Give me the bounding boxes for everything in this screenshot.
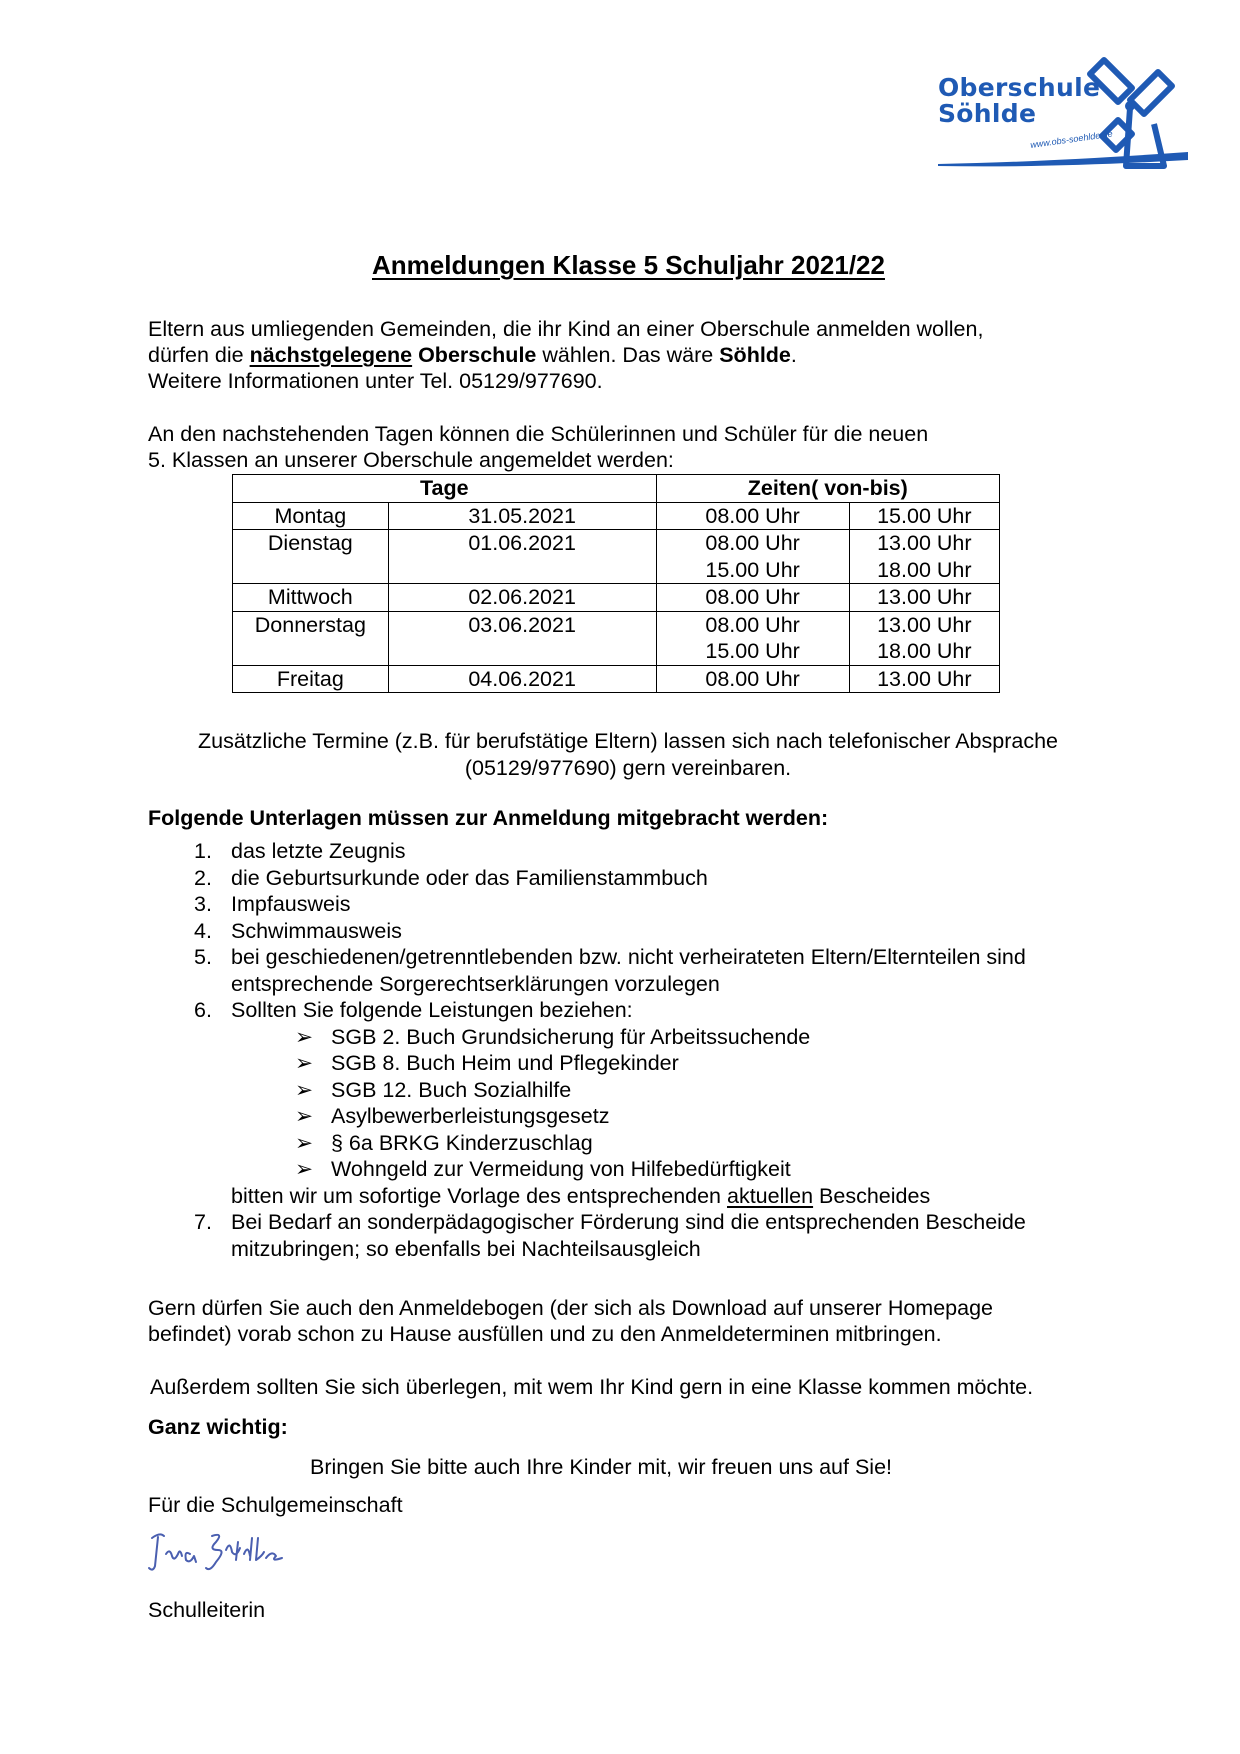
windmill-icon xyxy=(938,36,1218,171)
time-from: 08.00 Uhr xyxy=(705,503,800,528)
time-from: 15.00 Uhr xyxy=(705,557,800,582)
list-text: mitzubringen; so ebenfalls bei Nachteilsausgleich xyxy=(231,1236,701,1261)
arrow-bullet-icon: ➢ xyxy=(295,1104,314,1128)
time-from: 08.00 Uhr xyxy=(705,531,800,555)
benefit-item xyxy=(295,1130,1026,1157)
cell-to xyxy=(849,665,999,693)
cell-date: 04.06.2021 xyxy=(388,665,656,693)
cell-to xyxy=(849,530,999,584)
list-text: Sollten Sie folgende Leistungen beziehen: xyxy=(231,998,633,1022)
arrow-bullet-icon: ➢ xyxy=(295,1077,314,1102)
time-to: 13.00 Uhr xyxy=(877,585,972,609)
cell-from xyxy=(656,502,849,530)
benefit-text: SGB 2. Buch Grundsicherung für Arbeitssuchende xyxy=(331,1024,811,1049)
arrow-bullet-icon: ➢ xyxy=(295,1157,314,1181)
cell-date: 03.06.2021 xyxy=(388,611,656,665)
emphasis-current: aktuellen xyxy=(727,1183,814,1208)
list-number: 1. xyxy=(194,839,212,863)
emphasis-school: Oberschule xyxy=(412,343,537,367)
table-row xyxy=(233,502,1000,530)
intro-text: dürfen die xyxy=(148,343,250,367)
list-number: 7. xyxy=(194,1210,212,1234)
list-text: das letzte Zeugnis xyxy=(231,839,406,863)
arrow-bullet-icon: ➢ xyxy=(295,1051,314,1075)
intro-text: wählen. Das wäre xyxy=(536,343,720,367)
table-row xyxy=(233,530,1000,584)
important-text: Bringen Sie bitte auch Ihre Kinder mit, wir freuen uns auf Sie! xyxy=(310,1455,893,1479)
emphasis-nearest: nächstgelegene xyxy=(249,343,413,367)
cell-day: Donnerstag xyxy=(233,611,389,665)
emphasis-soehlde: Söhlde xyxy=(719,343,791,367)
time-from: 08.00 Uhr xyxy=(705,585,800,609)
list-text: Schwimmausweis xyxy=(231,918,402,943)
table-row xyxy=(233,665,1000,693)
signature xyxy=(146,1528,296,1578)
cell-date: 02.06.2021 xyxy=(388,584,656,612)
form-note-line-1: Gern dürfen Sie auch den Anmeldebogen (der sich als Download auf unserer Homepage xyxy=(148,1296,993,1320)
list-text: entsprechende Sorgerechtserklärungen vorzulegen xyxy=(231,971,720,996)
table-row xyxy=(233,611,1000,665)
logo-url: www.obs-soehlde.de xyxy=(1029,128,1114,150)
benefit-text: Wohngeld zur Vermeidung von Hilfebedürftigkeit xyxy=(331,1157,791,1181)
cell-to xyxy=(849,502,999,530)
cell-to xyxy=(849,611,999,665)
benefit-item xyxy=(295,1050,1026,1077)
intro-line-3: Weitere Informationen unter Tel. 05129/977690. xyxy=(148,369,603,393)
benefit-text: § 6a BRKG Kinderzuschlag xyxy=(331,1130,593,1155)
list-number: 2. xyxy=(194,865,212,890)
form-note-line-2: befindet) vorab schon zu Hause ausfüllen und zu den Anmeldeterminen mitbringen. xyxy=(148,1322,942,1346)
list-item xyxy=(186,1209,1026,1262)
list-text xyxy=(231,1183,1026,1210)
list-text-part: Bescheides xyxy=(813,1183,931,1208)
list-number: 5. xyxy=(194,945,212,969)
days-intro-line-1: An den nachstehenden Tagen können die Schülerinnen und Schüler für die neuen xyxy=(148,422,929,446)
cell-day: Mittwoch xyxy=(233,584,389,612)
important-heading: Ganz wichtig: xyxy=(148,1415,288,1439)
cell-to xyxy=(849,584,999,612)
intro-line-1: Eltern aus umliegenden Gemeinden, die ihr Kind an einer Oberschule anmelden wollen, xyxy=(148,317,984,341)
time-from: 15.00 Uhr xyxy=(705,639,800,663)
cell-from xyxy=(656,584,849,612)
closing-text: Für die Schulgemeinschaft xyxy=(148,1493,403,1517)
time-to: 18.00 Uhr xyxy=(877,557,972,582)
cell-day: Freitag xyxy=(233,665,389,693)
page-title: Anmeldungen Klasse 5 Schuljahr 2021/22 xyxy=(372,250,885,280)
list-item xyxy=(186,918,1026,945)
cell-date: 01.06.2021 xyxy=(388,530,656,584)
extra-appointments xyxy=(148,728,1108,781)
benefit-item xyxy=(295,1156,1026,1183)
list-item xyxy=(186,838,1026,865)
class-note: Außerdem sollten Sie sich überlegen, mit wem Ihr Kind gern in eine Klasse kommen möchte. xyxy=(150,1375,1034,1399)
benefit-item xyxy=(295,1024,1026,1051)
time-from: 08.00 Uhr xyxy=(705,666,800,691)
days-intro-line-2: 5. Klassen an unserer Oberschule angemeldet werden: xyxy=(148,448,674,472)
list-text-part: bitten wir um sofortige Vorlage des entsprechenden xyxy=(231,1183,727,1208)
list-item xyxy=(186,865,1026,892)
intro-text: . xyxy=(790,343,797,367)
list-number: 6. xyxy=(194,998,212,1022)
cell-day: Montag xyxy=(233,502,389,530)
benefits-list xyxy=(231,1024,1026,1183)
list-number: 3. xyxy=(194,892,212,916)
list-text: die Geburtsurkunde oder das Familienstammbuch xyxy=(231,865,708,890)
extra-line-2: (05129/977690) gern vereinbaren. xyxy=(464,755,792,780)
table-row xyxy=(233,584,1000,612)
time-to: 13.00 Uhr xyxy=(877,666,972,691)
cell-day: Dienstag xyxy=(233,530,389,584)
benefit-item xyxy=(295,1077,1026,1104)
time-to: 18.00 Uhr xyxy=(877,639,972,663)
header-times: Zeiten( von-bis) xyxy=(656,475,999,503)
arrow-bullet-icon: ➢ xyxy=(295,1130,314,1155)
list-text: Bei Bedarf an sonderpädagogischer Förderung sind die entsprechenden Bescheide xyxy=(231,1210,1026,1234)
list-item xyxy=(186,997,1026,1209)
cell-from xyxy=(656,611,849,665)
list-item xyxy=(186,891,1026,918)
logo-line-1: Oberschule xyxy=(938,73,1101,102)
intro-line-2 xyxy=(148,342,797,369)
header-days: Tage xyxy=(233,475,657,503)
extra-line-1: Zusätzliche Termine (z.B. für berufstätige Eltern) lassen sich nach telefonischer Absprache xyxy=(197,729,1059,753)
signer-role: Schulleiterin xyxy=(148,1598,266,1622)
cell-from xyxy=(656,530,849,584)
list-text: bei geschiedenen/getrenntlebenden bzw. nicht verheirateten Eltern/Elternteilen sind xyxy=(231,945,1026,969)
benefit-item xyxy=(295,1103,1026,1130)
logo-line-2: Söhlde xyxy=(938,99,1037,128)
time-to: 15.00 Uhr xyxy=(877,503,972,528)
list-text: Impfausweis xyxy=(231,892,351,916)
arrow-bullet-icon: ➢ xyxy=(295,1024,314,1049)
benefit-text: SGB 12. Buch Sozialhilfe xyxy=(331,1077,572,1102)
list-number: 4. xyxy=(194,918,212,943)
schedule-table xyxy=(232,474,1000,693)
time-to: 13.00 Uhr xyxy=(877,612,972,637)
documents-list xyxy=(186,838,1026,1262)
time-from: 08.00 Uhr xyxy=(705,612,800,637)
benefit-text: Asylbewerberleistungsgesetz xyxy=(331,1104,610,1128)
cell-from xyxy=(656,665,849,693)
list-item xyxy=(186,944,1026,997)
benefit-text: SGB 8. Buch Heim und Pflegekinder xyxy=(331,1051,679,1075)
time-to: 13.00 Uhr xyxy=(877,531,972,555)
cell-date: 31.05.2021 xyxy=(388,502,656,530)
docs-heading: Folgende Unterlagen müssen zur Anmeldung mitgebracht werden: xyxy=(148,806,829,830)
school-logo xyxy=(938,36,1218,171)
table-header-row xyxy=(233,475,1000,503)
